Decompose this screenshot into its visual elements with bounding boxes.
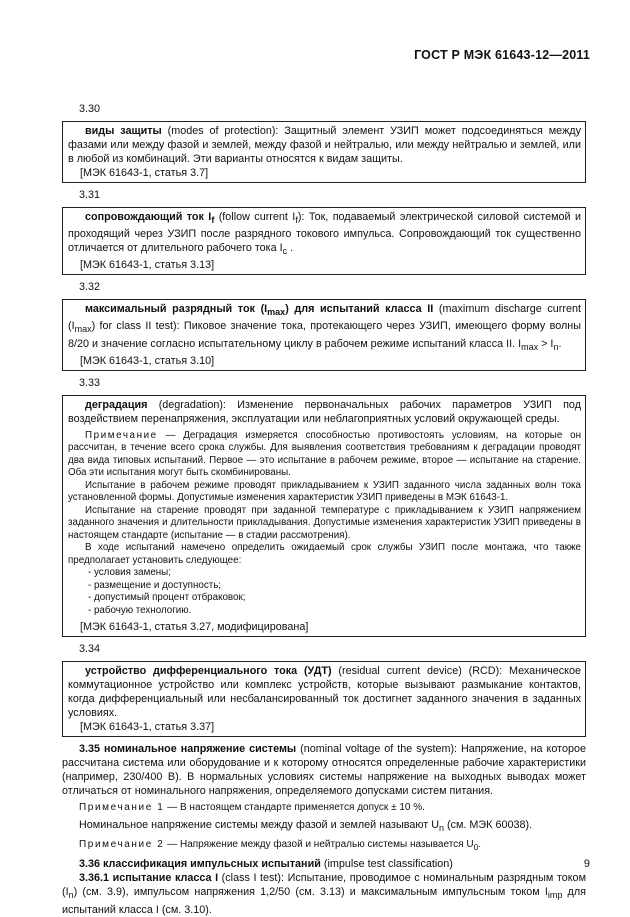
plain-section [62, 742, 586, 916]
nominal-voltage-line: Номинальное напряжение системы между фазой и землей называют $U_n$ (см. МЭК 60038). [79, 819, 533, 834]
definition-text: максимальный разрядный ток $(I_{max})$ для испытаний класса II (maximum discharge current $(I_{max})$ for class II test): Пиковое значение тока, протекающего через УЗИП, имеющего форму волны 8/20 и значение согласно испытательному циклу в рабочем режиме испытаний класса II. $I_{max} > I_n$. [68, 303, 581, 352]
note-paragraph: Примечание — Деградация измеряется способностью противостоять условиям, на которые он рассчитан, в течение всего срока службы. Для выявления соответствия требованиям к деградации проводят два вида типовых испытаний. Первое — это испытание в рабочем режиме, второе — испытание на старение. Оба эти испытания могут быть скомбинированы. [68, 429, 581, 479]
list-item: - условия замены; [88, 567, 171, 579]
note-paragraph: В ходе испытаний намечено определить ожидаемый срок службы УЗИП после монтажа, что также предполагает установить следующее: [68, 542, 581, 566]
definition-box-3-30 [62, 121, 586, 183]
term: 3.35 номинальное напряжение системы [79, 743, 297, 756]
list-item: - размещение и доступность; [88, 579, 222, 591]
clause-number: 3.31 [79, 189, 101, 201]
note-label: Примечание 1 [79, 802, 165, 814]
definition-box-3-31 [62, 207, 586, 275]
term: максимальный разрядный ток $(I_{max})$ для испытаний класса II [85, 303, 434, 318]
term: 3.36.1 испытание класса I [79, 872, 219, 885]
definition-3-36: 3.36 классификация импульсных испытаний (impulse test classification) [79, 858, 453, 871]
clause-number: 3.34 [79, 643, 101, 656]
definition-text: устройство дифференциального тока (УДТ) (residual current device) (RCD): Механическое коммутационное устройство или комплекс устройств, которые вызывают размыкание контактов, когда дифференциальный или несбалансированный ток достигнет заданного значения в заданных условиях. [68, 665, 582, 720]
clause-number: 3.30 [79, 103, 101, 115]
source-reference: [МЭК 61643-1, статья 3.13] [80, 259, 215, 272]
note-paragraph: Испытание в рабочем режиме проводят прикладыванием к УЗИП заданного числа заданных волн тока установленной формы. Допустимые изменения характеристик УЗИП приведены в МЭК 61643-1. [68, 479, 581, 504]
note-paragraph: Испытание на старение проводят при заданной температуре с прикладыванием к УЗИП напряжением заданного значения и длительности прикладывания. Допустимые изменения характеристик УЗИП приведены в настоящем стандарте (испытание — в стадии рассмотрения). [68, 504, 581, 541]
term: сопровождающий ток $I_f$ [85, 211, 215, 226]
note-1: Примечание 1 — В настоящем стандарте применяется допуск ± 10 %. [79, 802, 425, 814]
document-body [62, 102, 586, 917]
definition-text: деградация (degradation): Изменение первоначальных рабочих параметров УЗИП под воздействием перенапряжения, эксплуатации или неблагоприятных условий окружающей среды. [68, 398, 581, 425]
definition-box-3-34 [62, 661, 586, 737]
note-block [68, 430, 581, 618]
term: устройство дифференциального тока (УДТ) [85, 665, 332, 678]
clause-number: 3.33 [79, 376, 101, 389]
term: деградация [85, 398, 148, 411]
note-2: Примечание 2 — Напряжение между фазой и нейтралью системы называется $U_0$. [79, 839, 481, 853]
note-label: Примечание [85, 429, 158, 441]
definition-box-3-33 [62, 395, 586, 638]
term: 3.36 классификация импульсных испытаний [79, 858, 321, 871]
definition-text: виды защиты (modes of protection): Защитный элемент УЗИП может подсоединяться между фазами или между фазой и землей, между фазой и нейтралью, или между нейтралью и землей, или в любой из комбинаций. Эти варианты относятся к видам защиты. [68, 125, 581, 165]
definition-3-35: 3.35 номинальное напряжение системы (nominal voltage of the system): Напряжение, на которое рассчитана система или оборудование и к которому относятся определенные рабочие характеристики (например, 230/400 В). В нормальных условиях системы напряжение на выходных выводах может отличаться от номинального напряжения, определяемого допусками систем питания. [62, 743, 586, 798]
source-reference: [МЭК 61643-1, статья 3.37] [80, 721, 215, 734]
definition-box-3-32 [62, 299, 586, 370]
document-header-code: ГОСТ Р МЭК 61643-12—2011 [414, 48, 590, 62]
note-label: Примечание 2 [79, 839, 165, 851]
list-item: - рабочую технологию. [88, 604, 192, 616]
source-reference: [МЭК 61643-1, статья 3.10] [80, 354, 215, 367]
list-item: - допустимый процент отбраковок; [88, 592, 246, 604]
term: виды защиты [85, 125, 162, 137]
source-reference: [МЭК 61643-1, статья 3.7] [80, 167, 209, 179]
clause-number: 3.32 [79, 281, 101, 294]
page-number: 9 [583, 858, 590, 870]
definition-text: сопровождающий ток $I_f$ (follow current $I_f$): Ток, подаваемый электрической силовой системой и проходящий через УЗИП после разрядного токового импульса. Сопровождающий ток существенно отличается от длительного рабочего тока $I_c$ . [68, 211, 581, 257]
definition-3-36-1: 3.36.1 испытание класса I (class I test): Испытание, проводимое с номинальным разрядным током $(I_n)$ (см. 3.9), импульсом напряжения 1,2/50 (см. 3.13) и максимальным импульсным током $I_{imp}$ для испытаний класса I (см. 3.10). [62, 872, 586, 916]
source-reference: [МЭК 61643-1, статья 3.27, модифицирована] [80, 621, 309, 634]
